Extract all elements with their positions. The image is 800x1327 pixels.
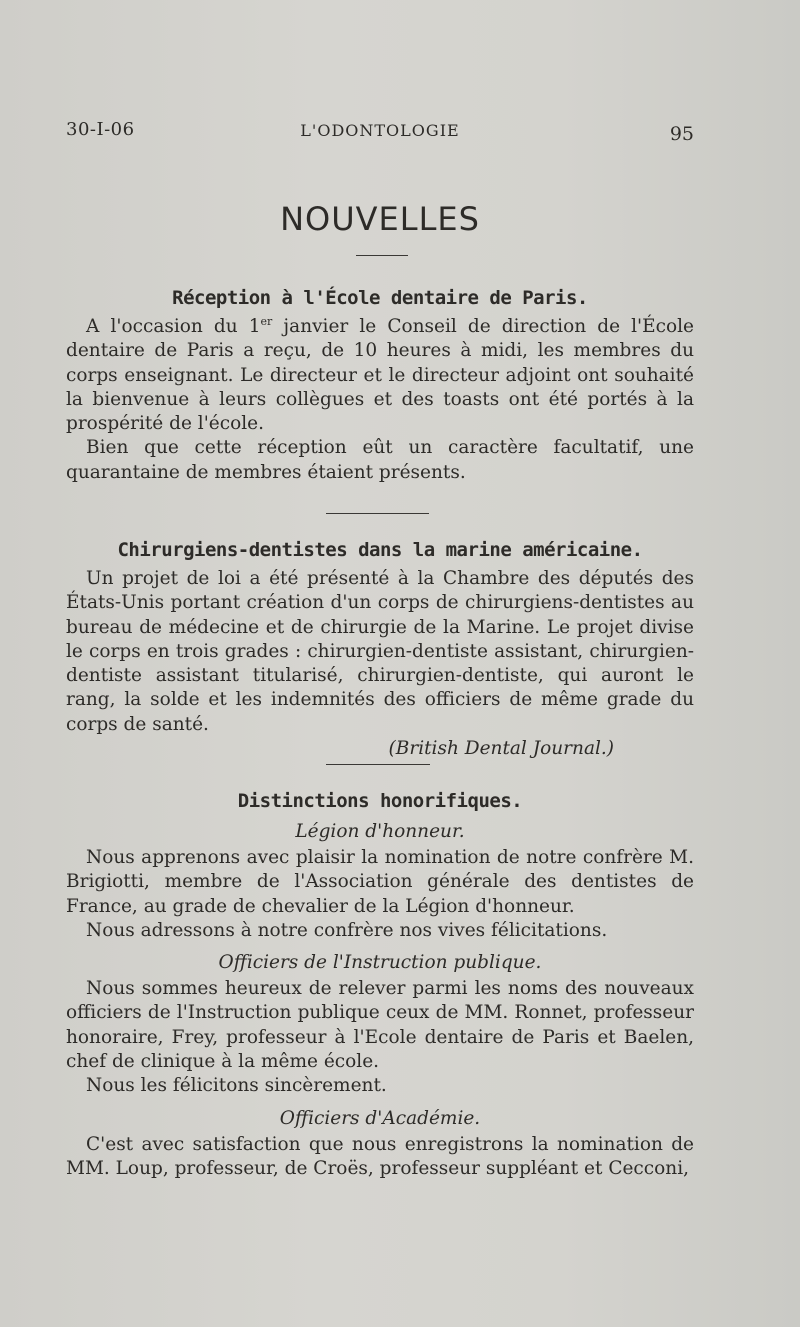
subsection-heading: Légion d'honneur. [295, 821, 465, 842]
journal-name: L'ODONTOLOGIE [300, 121, 460, 140]
title-divider [356, 255, 408, 256]
paragraph: Un projet de loi a été présenté à la Chambre des députés des États-Unis portant création d'un corps de chirurgiens-dentistes au bureau de médecine et de chirurgie de la Marine. Le projet divise le corps en trois grades : chirurgien-dentiste assistant, chirurgien-dentiste assistant titularisé, chirurgien-dentiste, qui auront le rang, la solde et les indemnités des officiers de même grade du corps de santé. [66, 568, 694, 735]
paragraph: Nous sommes heureux de relever parmi les noms des nouveaux officiers de l'Instruction publique ceux de MM. Ronnet, professeur honoraire, Frey, professeur à l'Ecole dentaire de Paris et Baelen, chef de clinique à la même école. [66, 978, 694, 1073]
paragraph: Nous les félicitons sincèrement. [86, 1075, 387, 1097]
running-header [66, 119, 694, 149]
section-title: Chirurgiens-dentistes dans la marine américaine. [117, 539, 643, 561]
section-reception [66, 287, 694, 485]
paragraph: Bien que cette réception eût un caractère facultatif, une quarantaine de membres étaient présents. [66, 437, 694, 483]
subsection-heading: Officiers d'Académie. [279, 1107, 481, 1129]
section-marine [66, 539, 694, 761]
subsection-heading: Officiers de l'Instruction publique. [218, 952, 542, 974]
source-citation: (British Dental Journal.) [388, 738, 614, 760]
section-distinctions [66, 790, 694, 1181]
section-title: Distinctions honorifiques. [237, 790, 523, 812]
paragraph: Nous adressons à notre confrère nos vives félicitations. [86, 919, 608, 941]
page-number: 95 [669, 123, 694, 145]
paragraph: Nous apprenons avec plaisir la nomination de notre confrère M. Brigiotti, membre de l'Association générale des dentistes de France, au grade de chevalier de la Légion d'honneur. [66, 847, 694, 917]
section-divider [326, 764, 430, 765]
issue-date: 30-I-06 [66, 119, 135, 140]
page-title: NOUVELLES [280, 200, 480, 238]
section-divider [326, 513, 429, 514]
paragraph: A l'occasion du 1er janvier le Conseil de direction de l'École dentaire de Paris a reçu, de 10 heures à midi, les membres du corps enseignant. Le directeur et le directeur adjoint ont souhaité la bienvenue à leurs collègues et des toasts ont été portés à la prospérité de l'école. [66, 315, 694, 435]
section-title: Réception à l'École dentaire de Paris. [172, 287, 588, 309]
paragraph: C'est avec satisfaction que nous enregistrons la nomination de MM. Loup, professeur, de Croës, professeur suppléant et Cecconi, [66, 1133, 694, 1179]
